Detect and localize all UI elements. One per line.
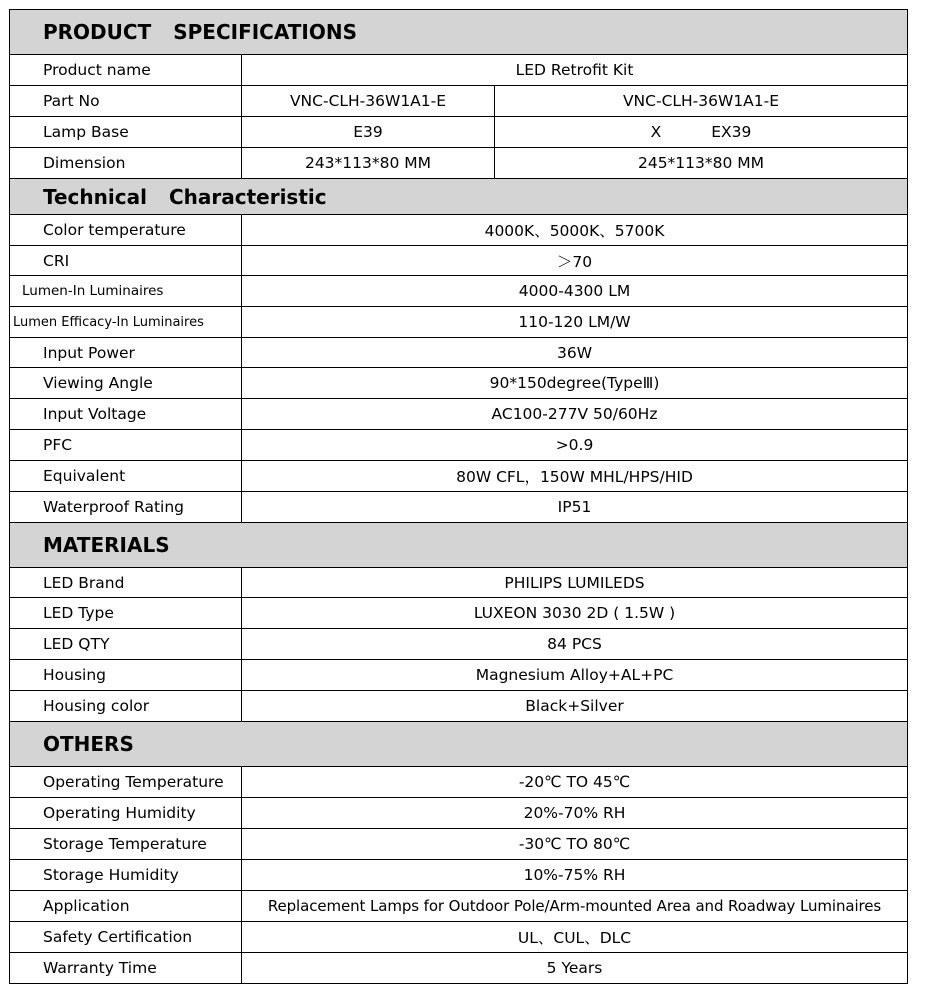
row-label: Operating Temperature bbox=[10, 767, 242, 798]
row-value: 4000-4300 LM bbox=[242, 276, 908, 307]
row-label: Storage Temperature bbox=[10, 829, 242, 860]
row-value: 243*113*80 MM bbox=[242, 148, 495, 179]
table-row bbox=[10, 338, 908, 368]
row-label: Safety Certification bbox=[10, 922, 242, 953]
row-value: VNC-CLH-36W1A1-E bbox=[242, 86, 495, 117]
row-label: LED Type bbox=[10, 598, 242, 629]
row-label: Input Voltage bbox=[10, 399, 242, 430]
row-value: E39 bbox=[242, 117, 495, 148]
table-row bbox=[10, 492, 908, 523]
row-label: Lamp Base bbox=[10, 117, 242, 148]
row-value: 84 PCS bbox=[242, 629, 908, 660]
row-value: 10%-75% RH bbox=[242, 860, 908, 891]
row-label: Color temperature bbox=[10, 215, 242, 246]
row-label: Waterproof Rating bbox=[10, 492, 242, 523]
table-row bbox=[10, 922, 908, 953]
row-label: Warranty Time bbox=[10, 953, 242, 984]
table-row bbox=[10, 368, 908, 399]
section-header-product bbox=[10, 10, 908, 55]
row-label: LED Brand bbox=[10, 568, 242, 598]
table-row bbox=[10, 117, 908, 148]
row-value: IP51 bbox=[242, 492, 908, 523]
table-row bbox=[10, 660, 908, 691]
table-row bbox=[10, 430, 908, 461]
row-label: Housing bbox=[10, 660, 242, 691]
row-label: Viewing Angle bbox=[10, 368, 242, 399]
row-label: Equivalent bbox=[10, 461, 242, 492]
row-label: PFC bbox=[10, 430, 242, 461]
table-row bbox=[10, 691, 908, 722]
table-row bbox=[10, 891, 908, 922]
table-row bbox=[10, 461, 908, 492]
section-header-materials bbox=[10, 523, 908, 568]
section-title-part: SPECIFICATIONS bbox=[173, 20, 358, 44]
row-value: 5 Years bbox=[242, 953, 908, 984]
row-label: Storage Humidity bbox=[10, 860, 242, 891]
row-label: Dimension bbox=[10, 148, 242, 179]
row-value: 90*150degree(TypeⅢ) bbox=[242, 368, 908, 399]
row-value: Black+Silver bbox=[242, 691, 908, 722]
section-header-others bbox=[10, 722, 908, 767]
row-value: VNC-CLH-36W1A1-E bbox=[495, 86, 908, 117]
row-value: 20%-70% RH bbox=[242, 798, 908, 829]
row-value: PHILIPS LUMILEDS bbox=[242, 568, 908, 598]
row-label: Operating Humidity bbox=[10, 798, 242, 829]
row-value: 110-120 LM/W bbox=[242, 307, 908, 338]
table-row bbox=[10, 307, 908, 338]
row-label: Housing color bbox=[10, 691, 242, 722]
row-label: Product name bbox=[10, 55, 242, 86]
section-title: MATERIALS bbox=[10, 523, 908, 568]
section-title-part: PRODUCT bbox=[43, 20, 152, 44]
value-part: EX39 bbox=[711, 123, 752, 141]
row-label: Lumen Efficacy-In Luminaires bbox=[10, 307, 242, 338]
table-row bbox=[10, 148, 908, 179]
row-label: CRI bbox=[10, 246, 242, 276]
row-value: UL、CUL、DLC bbox=[242, 922, 908, 953]
row-label: Input Power bbox=[10, 338, 242, 368]
table-row bbox=[10, 829, 908, 860]
row-value: ＞70 bbox=[242, 246, 908, 276]
section-title-part: Technical bbox=[43, 184, 147, 209]
section-title bbox=[10, 179, 908, 215]
row-value: -30℃ TO 80℃ bbox=[242, 829, 908, 860]
row-label: Part No bbox=[10, 86, 242, 117]
table-row bbox=[10, 55, 908, 86]
row-value: LUXEON 3030 2D ( 1.5W ) bbox=[242, 598, 908, 629]
section-title bbox=[10, 10, 908, 55]
section-title-part: Characteristic bbox=[168, 184, 327, 209]
section-header-technical bbox=[10, 179, 908, 215]
row-value: 36W bbox=[242, 338, 908, 368]
table-row bbox=[10, 399, 908, 430]
row-value: Replacement Lamps for Outdoor Pole/Arm-mounted Area and Roadway Luminaires bbox=[242, 891, 908, 922]
spec-table bbox=[9, 9, 908, 984]
table-row bbox=[10, 953, 908, 984]
row-value: Magnesium Alloy+AL+PC bbox=[242, 660, 908, 691]
table-row bbox=[10, 767, 908, 798]
table-row bbox=[10, 629, 908, 660]
table-row bbox=[10, 598, 908, 629]
row-value: AC100-277V 50/60Hz bbox=[242, 399, 908, 430]
table-row bbox=[10, 276, 908, 307]
table-row bbox=[10, 798, 908, 829]
value-part: X bbox=[650, 123, 662, 141]
row-value bbox=[495, 117, 908, 148]
row-value: 4000K、5000K、5700K bbox=[242, 215, 908, 246]
row-label: LED QTY bbox=[10, 629, 242, 660]
table-row bbox=[10, 215, 908, 246]
row-value: 245*113*80 MM bbox=[495, 148, 908, 179]
row-value: >0.9 bbox=[242, 430, 908, 461]
section-title: OTHERS bbox=[10, 722, 908, 767]
table-row bbox=[10, 568, 908, 598]
row-value: -20℃ TO 45℃ bbox=[242, 767, 908, 798]
table-row bbox=[10, 86, 908, 117]
row-value: 80W CFL，150W MHL/HPS/HID bbox=[242, 461, 908, 492]
row-label: Lumen-In Luminaires bbox=[10, 276, 242, 307]
row-value: LED Retrofit Kit bbox=[242, 55, 908, 86]
row-label: Application bbox=[10, 891, 242, 922]
table-row bbox=[10, 860, 908, 891]
table-row bbox=[10, 246, 908, 276]
